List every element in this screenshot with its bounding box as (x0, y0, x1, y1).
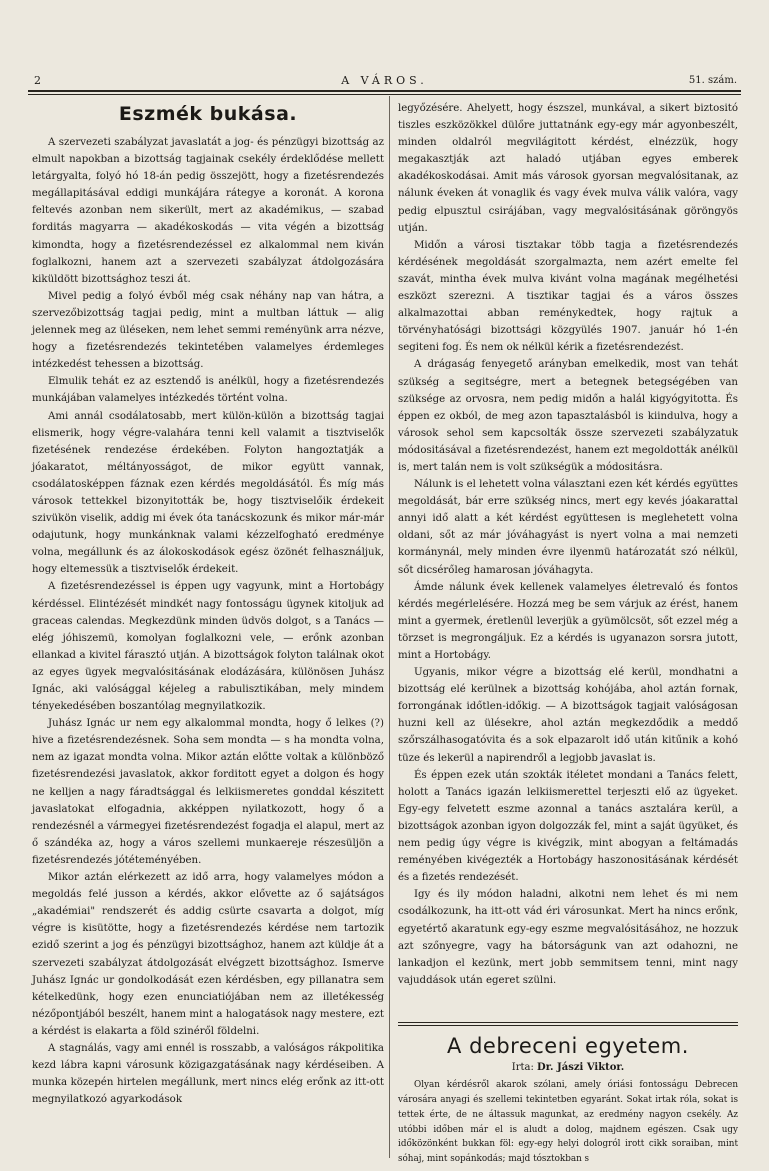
article-paragraph: Nálunk is el lehetett volna választani ezen két kérdés együttes megoldását, bár erre szükség nincs, mert egy kevés jóakarattal annyi idő alatt a két kérdést együttesen is meglehetett volna oldani, sőt az már jóváhagyást is nyert volna a mai nemzeti kormánynál, mely minden évre ilyenmü határozatát szó nélkül, sőt dicsérőleg hamarosan jóváhagyta. (398, 479, 738, 576)
article-paragraph: Ámde nálunk évek kellenek valamelyes életrevaló és fontos kérdés megérlelésére. Hozzá meg be sem várjuk az érést, hanem mint a gyermek, éretlenül leverjük a gyümölcsöt, sőt ezzel még a törzset is megrongáljuk. Ez a kérdés is ugyanazon sorsra jutott, mint a Hortobágy. (398, 581, 738, 661)
article-paragraph: Igy és ily módon haladni, alkotni nem lehet és mi nem csodálkozunk, ha itt-ott vád éri városunkat. Mert ha nincs erőnk, egyetértő akaratunk egy-egy eszme megvalósitásához, ne hozzuk azt szőnyegre, vagy ha bátorságunk van azt odahozni, ne lankadjon el kezünk, mert jobb semmitsem tenni, mint nagy vajuddások után egeret szülni. (398, 889, 738, 986)
article-paragraph: Elmulik tehát ez az esztendő is anélkül, hogy a fizetésrendezés munkájában valamelyes intézkedés történt volna. (32, 376, 384, 405)
article-title: Eszmék bukása. (118, 103, 298, 125)
article-separator-rule-thin (398, 1025, 738, 1026)
right-column (398, 100, 738, 989)
second-article (398, 1032, 738, 1167)
article-paragraph: A szervezeti szabályzat javaslatát a jog- és pénzügyi bizottság az elmult napokban a bizottság tagjainak csekély érdeklődése mellett letárgyalta, folyó hó 18-án pedig összejött, hogy a fizetésrendezés megállapitásával eddigi munkájára rátegye a koronát. A korona feltevés azonban nem sikerült, mert az akadémikus, — szabad forditás magyarra — akadékoskodás — vita végén a bizottság kimondta, hogy a fizetésrendezéssel ez alkalommal nem kiván foglalkozni, hanem azt a szervezeti szabályzat átdolgozására kiküldött bizottsághoz teszi át. (32, 137, 384, 285)
header-rule-thin (28, 94, 741, 95)
header-rule (28, 90, 741, 92)
article-paragraph: A stagnálás, vagy ami ennél is rosszabb, a valóságos rákpolitika kezd lábra kapni városunk közigazgatásának nagy kérdéseiben. A munka közepén hirtelen megállunk, mert nincs elég erőnk az itt-ott megnyilatkozó agyarkodások (32, 1042, 384, 1106)
article-paragraph: Mikor aztán elérkezett az idő arra, hogy valamelyes módon a megoldás felé jusson a kérdés, akkor elővette az ő sajátságos „akadémiai" rendszerét és addig csürte csavarta a dolgot, míg végre is kisütötte, hogy a fizetésrendezés kérdése nem tartozik ezidő szerint a jog és pénzügyi bizottsághoz, hanem azt küldje át a szervezeti szabályzat átdolgozását elvégzett bizottsághoz. Ismerve Juhász Ignác ur gondolkodását ezen kérdésben, egy pillanatra sem kételkedünk, hogy ezen enunciatiójában nem az illetékesség nézőpontjából beszélt, hanem mint a halogatások nagy mestere, ezt a kérdést is elakarta a föld szinéről földelni. (32, 872, 384, 1037)
byline (398, 1060, 738, 1076)
article-title: A debreceni egyetem. (447, 1034, 689, 1058)
article-paragraph: A drágaság fenyegető arányban emelkedik, most van tehát szükség a segitségre, mert a betegnek betegségében van szüksége az orvosra, nem pedig midőn a halál kigyógyitotta. És éppen ez okból, de meg azon tapasztalásból is kiindulva, hogy a városok sehol sem kapcsolták össze szervezeti szabályzatuk módositásával a fizetésrendezést, hanem ezt megoldották anélkül is, mert talán nem is volt szükségük a módositásra. (398, 359, 738, 473)
column-divider (389, 96, 390, 1158)
article-paragraph: Ugyanis, mikor végre a bizottság elé kerül, mondhatni a bizottság elé kerülnek a bizottság kohójába, ahol aztán fornak, forrongának időtlen-időkig. — A bizottságok tagjait valóságosan huzni kell az ülésekre, ahol aztán megkezdődik a meddő szőrszálhasogatóvita és a sok elpazarolt idő után kitűnik a kohó tüze és lekerül a napirendről a legjobb javaslat is. (398, 667, 738, 764)
article-paragraph: Juhász Ignác ur nem egy alkalommal mondta, hogy ő lelkes (?) hive a fizetésrendezésnek. Soha sem mondta — s ha mondta volna, nem az igazat mondta volna. Mikor aztán előtte voltak a különböző fizetésrendezési javaslatok, akkor forditott egyet a dolgon és hogy ne kelljen a nagy fáradtsággal és lelkiismeretes gonddal készitett javaslatokat elfogadnia, akképpen nyilatkozott, hogy ő a rendezésnél a vármegyei fizetésrendezést fogadja el alapul, mert az ő szándéka az, hogy a város szellemi munkaereje részesüljön a fizetésrendezés jótéteményében. (32, 718, 384, 866)
article-separator-rule (398, 1022, 738, 1023)
byline-prefix: Irta: (511, 1062, 534, 1073)
issue-number: 51. szám. (688, 75, 737, 86)
article-paragraph: És éppen ezek után szokták itéletet mondani a Tanács felett, holott a Tanács igazán lelkiismerettel terjeszti elő az ügyeket. Egy-egy felvetett eszme azonnal a tanács asztalára kerül, a bizottságok azonban igyon dolgozzák fel, mint a saját ügyüket, és nem pedig úgy végre is kivégzik, mint abogyan a feltámadás reményében kivégezték a Hortobágy haszonositásának kérdését és a fizetés rendezését. (398, 769, 738, 884)
article-paragraph: Midőn a városi tisztakar több tagja a fizetésrendezés kérdésének megoldását szorgalmazta, nem azért emelte fel szavát, mintha évek mulva kivánt volna magának megélhetési eszközt szerezni. A tisztikar tagjai és a város összes alkalmazottai abban reménykedtek, hogy rajtuk a törvényhatósági bizottsági közgyülés 1907. január hó 1-én segiteni fog. És nem ok nélkül kérik a fizetésrendezést. (398, 239, 738, 354)
article-paragraph: A fizetésrendezéssel is éppen ugy vagyunk, mint a Hortobágy kérdéssel. Elintézését mindkét nagy fontosságu ügynek kitoljuk ad graceas calendas. Megkezdünk minden üdvös dolgot, s a Tanács — elég jóhiszemü, komolyan foglalkozni vele, — erőnk azonban ellankad a kivitel fárasztó utján. A bizottságok folyton találnak okot az egyes ügyek megvalósitásának elodázására, különösen Juhász Ignác, aki valósággal kéjeleg a rabulisztikában, mely mindem tényekedésében boszantólag megnyilatkozik. (32, 581, 384, 713)
article-paragraph: Ami annál csodálatosabb, mert külön-külön a bizottság tagjai elismerik, hogy végre-valahára tenni kell valamit a tisztviselők fizetésének rendezése érdekében. Folyton hangoztatják a jóakaratot, méltányosságot, de mikor együtt vannak, csodálatosképpen fáznak ezen kérdés megoldásától. És míg más városok tettekkel bizonyitották be, hogy tisztviselőik érdekeit szivükön viselik, addig mi évek óta tanácskozunk és mikor már-már odajutunk, hogy munkánknak valami kézzelfogható eredménye volna, megállunk és az álokoskodások egész özönét felhasználjuk, hogy eltemessük a tisztviselők érdekeit. (32, 410, 384, 576)
article-paragraph: Mivel pedig a folyó évből még csak néhány nap van hátra, a szervezőbizottság tagjai pedig, mint a multban láttuk — alig jelennek meg az üléseken, nem lehet semmi reményünk arra nézve, hogy a fizetésrendezés tekintetében valamelyes érdemleges intézkedést tehessen a bizottság. (32, 290, 384, 371)
left-column (32, 100, 384, 1108)
article-paragraph: legyőzésére. Ahelyett, hogy észszel, munkával, a sikert biztositó tiszles eszközökkel dülőre juttatnánk egy-egy már agyonbeszélt, minden oldalról megvilágitott kérdést, elnézzük, hogy megakasztják azt haladó utjában egyes emberek akadékoskodásai. Amit más városok gyorsan megvalósitanak, az nálunk éveken át vonaglik és vagy évek mulva válik valóra, vagy pedig elpusztul csirájában, vagy megvalósitásának göröngyös utján. (398, 103, 738, 234)
page-number: 2 (34, 74, 41, 87)
article-paragraph: Olyan kérdésről akarok szólani, amely óriási fontosságu Debrecen városára anyagi és szellemi tekintetben egyaránt. Sokat irtak róla, sokat is tettek érte, de ne áltassuk magunkat, az eredmény nagyon csekély. Az utóbbi időben már el is aludt a dolog, majdnem egészen. Csak ugy időközönként bukkan föl: egy-egy helyi dologról irott cikk soraiban, mint sóhaj, mint sopánkodás; majd tósztokban s (398, 1080, 738, 1165)
newspaper-title: A VÁROS. (341, 74, 428, 87)
author-name: Dr. Jászi Viktor. (537, 1062, 625, 1073)
